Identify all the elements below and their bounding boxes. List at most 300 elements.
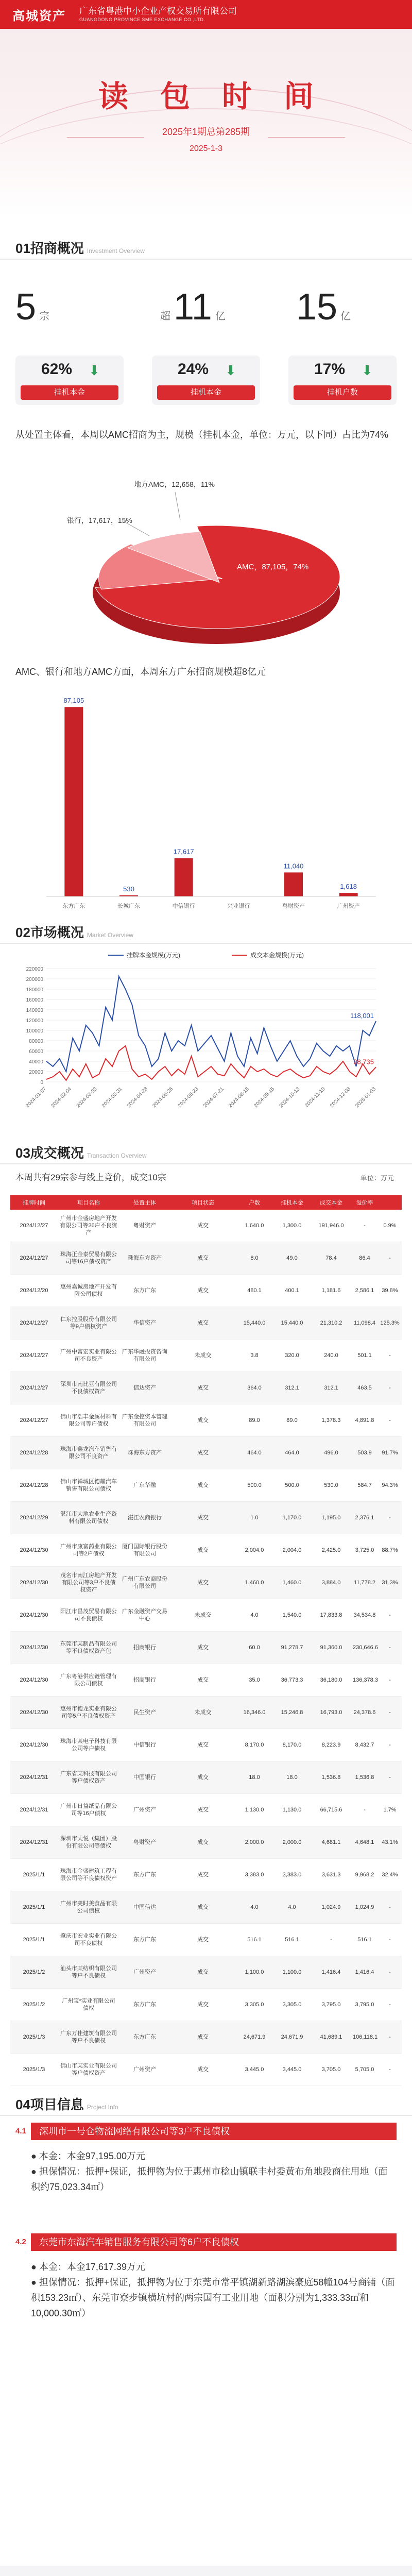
table-body <box>10 1210 402 2086</box>
x-tick-label: 2024-01-07 <box>25 1086 48 1109</box>
table-cell: 584.7 <box>357 1482 372 1488</box>
table-cell: 463.5 <box>357 1385 372 1391</box>
table-cell: - <box>389 1742 391 1748</box>
stat-pct: 62% <box>41 361 73 378</box>
table-cell: 2025/1/3 <box>23 2034 45 2040</box>
section-title <box>15 1143 147 1162</box>
table-cell: 136,378.3 <box>353 1677 378 1683</box>
table-cell: 530.0 <box>324 1482 338 1488</box>
paragraph: 从处置主体看，本周以AMC招商为主，规模（挂机本金，单位：万元，以下同）占比为74% <box>15 430 389 440</box>
x-tick-label: 2024-07-21 <box>202 1086 225 1109</box>
table-cell: 17,833.8 <box>320 1612 342 1618</box>
table-cell: - <box>389 1417 391 1423</box>
table-cell: 49.0 <box>286 1255 298 1261</box>
table-cell: 2024/12/30 <box>20 1742 48 1748</box>
section-title-en: Project Info <box>87 2104 118 2111</box>
stat-label: 挂机本金 <box>21 385 118 400</box>
table-cell: 成交 <box>197 2066 209 2073</box>
table-cell: 312.1 <box>324 1385 338 1391</box>
bar <box>284 872 303 896</box>
table-cell: 8,170.0 <box>245 1742 264 1748</box>
table-cell: 成交 <box>197 1969 209 1975</box>
table-cell: 2025/1/1 <box>23 1872 45 1878</box>
table-cell: 3,795.0 <box>321 2002 341 2008</box>
project-number: 4.1 <box>15 2127 26 2136</box>
table-cell: 珠海正金泰贸易有限公司等16户债权资产 <box>60 1251 117 1265</box>
legend-label: 挂牌本金规模(万元) <box>127 952 180 959</box>
table-cell: 500.0 <box>285 1482 299 1488</box>
table-cell: 惠州市德龙实业有限公司等5户不良债权资产 <box>60 1706 117 1719</box>
bar <box>175 858 193 896</box>
table-cell: 31.3% <box>382 1580 398 1586</box>
col-header: 项目状态 <box>192 1200 214 1206</box>
table-cell: 8,170.0 <box>282 1742 302 1748</box>
table-cell: 8.0 <box>250 1255 259 1261</box>
table-cell: 2024/12/27 <box>20 1223 48 1229</box>
x-tick-label: 2024-04-28 <box>126 1086 149 1109</box>
third-unit: 亿 <box>340 311 351 322</box>
table-cell: 1,181.6 <box>321 1287 341 1294</box>
unit-label: 单位：万元 <box>360 1174 394 1182</box>
project-line-text: 本金：本金97,195.00万元 <box>39 2151 145 2161</box>
table-cell: 成交 <box>197 1255 209 1261</box>
table-cell: 广州市康富药业有限公司等2户债权 <box>60 1544 117 1557</box>
table-row <box>10 1891 402 1924</box>
table-cell: 1,100.0 <box>282 1969 302 1975</box>
col-header: 成交本金 <box>320 1200 342 1206</box>
table-cell: - <box>389 2066 391 2073</box>
table-cell: 191,946.0 <box>318 1223 344 1229</box>
col-header: 挂机本金 <box>281 1200 303 1206</box>
y-tick-label: 40000 <box>29 1059 43 1065</box>
project-detail <box>31 2259 397 2321</box>
legend-label: 成交本金规模(万元) <box>250 952 304 959</box>
stat-label: 挂机本金 <box>157 385 255 400</box>
table-cell: 480.1 <box>247 1287 262 1294</box>
table-cell: 240.0 <box>324 1352 338 1359</box>
table-cell: 1,024.9 <box>355 1904 374 1910</box>
table-cell: 3,305.0 <box>245 2002 264 2008</box>
bar-value-label: 1,618 <box>340 883 357 891</box>
table-cell: 2024/12/31 <box>20 1807 48 1813</box>
section-title-en: Market Overview <box>87 931 133 939</box>
series-end-label: 118,001 <box>350 1011 374 1020</box>
y-tick-label: 140000 <box>26 1008 43 1013</box>
table-cell: 16,793.0 <box>320 1709 342 1716</box>
bar-category-label: 中信银行 <box>172 903 195 909</box>
table-cell: 中国银行 <box>133 1774 156 1781</box>
section-title <box>15 238 145 257</box>
table-cell: 16,346.0 <box>243 1709 266 1716</box>
table-cell: 2024/12/30 <box>20 1612 48 1618</box>
table-cell: 招商银行 <box>133 1645 156 1651</box>
table-cell: 8,223.9 <box>321 1742 341 1748</box>
table-cell: 仁东控股股份有限公司等9户债权资产 <box>60 1316 117 1330</box>
bar-category-label: 广州资产 <box>337 903 360 909</box>
table-cell: 496.0 <box>324 1450 338 1456</box>
table-cell: - <box>389 1677 391 1683</box>
table-cell: 516.1 <box>285 1937 299 1943</box>
bar-svg <box>10 685 402 927</box>
table-cell: 粤财资产 <box>133 1839 156 1845</box>
table-cell: - <box>389 1352 391 1359</box>
table-cell: 肇庆市宏业实业有限公司不良债权 <box>60 1933 117 1946</box>
arrow-down-icon: ⬇ <box>362 363 373 378</box>
col-header: 溢价率 <box>356 1200 373 1206</box>
table-cell: 24,378.6 <box>353 1709 376 1716</box>
table-cell: 2024/12/30 <box>20 1580 48 1586</box>
count-stat <box>15 286 53 328</box>
table-cell: 广州中富宏实业有限公司不良资产 <box>60 1349 117 1362</box>
table-cell: 2024/12/27 <box>20 1385 48 1391</box>
series-line-listed <box>46 976 376 1072</box>
table-cell: 未成交 <box>194 1709 212 1716</box>
table-cell: 1,460.0 <box>245 1580 264 1586</box>
table-cell: 2024/12/30 <box>20 1645 48 1651</box>
divider <box>268 137 345 138</box>
table-cell: 珠海东方资产 <box>128 1255 162 1261</box>
table-cell: 4.0 <box>250 1904 259 1910</box>
table-cell: 2024/12/30 <box>20 1709 48 1716</box>
table-cell: 8,432.7 <box>355 1742 374 1748</box>
table-cell: 312.1 <box>285 1385 299 1391</box>
table-cell: 89.0 <box>249 1417 260 1423</box>
table-cell: 2024/12/31 <box>20 1839 48 1845</box>
divider <box>0 259 412 260</box>
x-tick-label: 2024-03-03 <box>75 1086 98 1109</box>
col-header: 户数 <box>249 1200 260 1206</box>
table-cell: 湛江农商银行 <box>128 1515 162 1521</box>
table-cell: 41,689.1 <box>320 2034 342 2040</box>
table-cell: 惠州嘉诚房地产开发有限公司债权 <box>60 1284 117 1297</box>
bar <box>64 707 83 896</box>
table-cell: 广州资产 <box>133 1807 156 1813</box>
table-cell: - <box>389 1612 391 1618</box>
series-end-label: 28,735 <box>353 1058 374 1066</box>
project-line: ● 担保情况：抵押+保证，抵押物为位于惠州市稔山镇联丰村委黄布角地段商住用地（面积约75,023.34㎡） <box>31 2166 388 2192</box>
table-cell: 4,681.1 <box>321 1839 341 1845</box>
table-cell: 成交 <box>197 1904 209 1910</box>
brand-logo <box>12 6 66 24</box>
x-tick-label: 2024-05-26 <box>151 1086 175 1109</box>
table-cell: 2024/12/29 <box>20 1515 48 1521</box>
table-cell: 1,540.0 <box>282 1612 302 1618</box>
table-row <box>10 1794 402 1826</box>
table-cell: 60.0 <box>249 1645 260 1651</box>
table-cell: - <box>389 1709 391 1716</box>
company-name <box>79 6 237 22</box>
y-tick-label: 180000 <box>26 987 43 993</box>
table-row <box>10 1340 402 1372</box>
y-tick-label: 80000 <box>29 1039 43 1044</box>
table-row <box>10 1210 402 1242</box>
table-row <box>10 1567 402 1599</box>
x-tick-label: 2024-08-18 <box>228 1086 250 1109</box>
table-cell: 4.0 <box>250 1612 259 1618</box>
table-cell: 18.0 <box>286 1774 298 1781</box>
table-cell: 汕头市某纺织有限公司等户不良债权 <box>60 1965 117 1979</box>
amount-stat <box>157 286 229 328</box>
pie-label-local: 地方AMC，12,658，11% <box>134 480 215 488</box>
table-row <box>10 1729 402 1761</box>
project-title-bar: 深圳市一号仓物流网络有限公司等3户不良债权 <box>31 2123 397 2140</box>
table-cell: 9,968.2 <box>355 1872 374 1878</box>
table-cell: 3,705.0 <box>321 2066 341 2073</box>
table-cell: 广东金控资本管理有限公司 <box>122 1414 167 1427</box>
table-cell: 2024/12/28 <box>20 1482 48 1488</box>
table-cell: 2024/12/20 <box>20 1287 48 1294</box>
table-cell: 未成交 <box>194 1352 212 1359</box>
table-cell: 2024/12/31 <box>20 1774 48 1781</box>
table-cell: 2,004.0 <box>245 1547 264 1553</box>
table-cell: 2025/1/1 <box>23 1904 45 1910</box>
table-row <box>10 1534 402 1567</box>
table-cell: 4.0 <box>288 1904 296 1910</box>
table-row <box>10 1275 402 1307</box>
table-row <box>10 1307 402 1340</box>
col-header: 项目名称 <box>77 1200 100 1206</box>
table-cell: 广州资产 <box>133 2066 156 2073</box>
table-cell: 5,705.0 <box>355 2066 374 2073</box>
table-cell: 364.0 <box>247 1385 262 1391</box>
divider <box>0 1163 412 1164</box>
table-cell: 24,671.9 <box>243 2034 266 2040</box>
brand-name: 高城资产 <box>12 9 66 23</box>
plot-area <box>46 701 376 896</box>
table-cell: - <box>389 1645 391 1651</box>
table-cell: 广东金融资产交易中心 <box>122 1608 167 1622</box>
table-cell: 成交 <box>197 1807 209 1813</box>
table-cell: 成交 <box>197 1417 209 1423</box>
stat-pct: 17% <box>314 361 346 378</box>
table-cell: 464.0 <box>247 1450 262 1456</box>
line-chart <box>10 948 402 1133</box>
table-cell: 3.8 <box>250 1352 259 1359</box>
table-cell: 91,278.7 <box>281 1645 303 1651</box>
project-line: ● 担保情况：抵押+保证，抵押物为位于东莞市常平镇湖新路湖滨豪庭58幢104号商铺（面积153.23㎡）、东莞市寮步镇横坑村的两宗国有工业用地（面积分别为1,333.33㎡和10,000.30㎡） <box>31 2277 395 2318</box>
table-cell: - <box>389 2002 391 2008</box>
table-cell: 2025/1/1 <box>23 1937 45 1943</box>
table-cell: 广州广东农商股份有限公司 <box>122 1576 167 1589</box>
y-tick-label: 100000 <box>26 1028 43 1034</box>
arrow-down-icon: ⬇ <box>225 363 236 378</box>
table-cell: 516.1 <box>247 1937 262 1943</box>
table-cell: 东方广东 <box>133 1287 156 1294</box>
table-cell: 4,891.8 <box>355 1417 374 1423</box>
table-cell: 86.4 <box>359 1255 370 1261</box>
table-cell: 成交 <box>197 1320 209 1326</box>
table-row <box>10 1404 402 1437</box>
table-row <box>10 2021 402 2054</box>
table-cell: 成交 <box>197 1450 209 1456</box>
table-cell: 11,778.2 <box>353 1580 375 1586</box>
x-tick-label: 2025-01-03 <box>354 1086 377 1109</box>
divider <box>0 2115 412 2116</box>
third-value: 15 <box>296 286 338 328</box>
y-tick-label: 120000 <box>26 1018 43 1024</box>
table-row <box>10 1956 402 1989</box>
project-line: ● 本金：本金97,195.00万元 <box>31 2151 145 2161</box>
table-row <box>10 1469 402 1502</box>
table-cell: 广州市金盛房地产开发有限公司等26户不良资产 <box>60 1215 117 1236</box>
table-cell: 18.0 <box>249 1774 260 1781</box>
table-cell: 3,445.0 <box>282 2066 302 2073</box>
table-cell: 信达资产 <box>133 1385 156 1391</box>
col-header: 挂牌时间 <box>23 1200 45 1206</box>
table-cell: 15,440.0 <box>243 1320 266 1326</box>
table-cell: 15,440.0 <box>281 1320 303 1326</box>
project-line: ● 本金：本金17,617.39万元 <box>31 2262 145 2272</box>
table-cell: 成交 <box>197 1223 209 1229</box>
table-cell: 2025/1/3 <box>23 2066 45 2073</box>
table-cell: 成交 <box>197 2002 209 2008</box>
table-cell: - <box>389 1255 391 1261</box>
bar-value-label: 87,105 <box>63 697 84 705</box>
table-cell: - <box>364 1223 366 1229</box>
table-cell: 2,000.0 <box>245 1839 264 1845</box>
table-cell: 1,130.0 <box>245 1807 264 1813</box>
table-cell: 广东省某科技有限公司等户债权资产 <box>60 1771 117 1784</box>
table-cell: 11,098.4 <box>353 1320 375 1326</box>
table-cell: 88.7% <box>382 1547 398 1553</box>
table-cell: 501.1 <box>357 1352 372 1359</box>
table-cell: 珠海市鑫龙汽车销售有限公司不良资产 <box>60 1446 117 1460</box>
company-cn: 广东省粤港中小企业产权交易所有限公司 <box>79 6 237 16</box>
table-cell: 1.0 <box>250 1515 259 1521</box>
amount-unit-prefix: 超 <box>160 311 170 322</box>
leader-line <box>124 521 149 536</box>
section-title-text: 04项目信息 <box>15 2097 84 2112</box>
table-cell: 1,130.0 <box>282 1807 302 1813</box>
line-svg <box>10 948 402 1133</box>
table-row <box>10 1826 402 1859</box>
table-cell: 茂名市南江房地产开发有限公司等3户不良债权资产 <box>60 1572 117 1593</box>
table-cell: 3,884.0 <box>321 1580 341 1586</box>
table-cell: 佛山市禅城区德耀汽车销售有限公司债权 <box>60 1479 117 1492</box>
section-title-text: 02市场概况 <box>15 925 84 940</box>
table-row <box>10 1859 402 1891</box>
header <box>0 0 412 216</box>
table-cell: 广州市日益纸品有限公司等16户债权 <box>60 1803 117 1817</box>
table-cell: 东方广东 <box>133 2034 156 2040</box>
divider <box>0 943 412 944</box>
y-tick-label: 200000 <box>26 977 43 982</box>
table-cell: 成交 <box>197 1482 209 1488</box>
table-cell: 华信资产 <box>133 1320 156 1326</box>
table-cell: 东方广东 <box>133 2002 156 2008</box>
table-cell: - <box>389 1969 391 1975</box>
arrow-down-icon: ⬇ <box>89 363 100 378</box>
stat-card <box>152 355 260 405</box>
table-cell: - <box>330 1937 332 1943</box>
x-tick-label: 2024-09-15 <box>253 1086 276 1109</box>
table-cell: 0.9% <box>383 1223 397 1229</box>
section-title <box>15 922 133 941</box>
table-row <box>10 1437 402 1469</box>
table-cell: 民生资产 <box>133 1709 156 1716</box>
table-cell: 36,773.3 <box>281 1677 303 1683</box>
table-cell: 东方广东 <box>133 1937 156 1943</box>
pie-chart <box>21 464 391 659</box>
table-cell: 500.0 <box>247 1482 262 1488</box>
table-cell: 成交 <box>197 1515 209 1521</box>
table-cell: 3,305.0 <box>282 2002 302 2008</box>
table-cell: 2024/12/28 <box>20 1450 48 1456</box>
project-detail <box>31 2148 397 2195</box>
table-cell: 成交 <box>197 1774 209 1781</box>
table-cell: 珠海市金盛建筑工程有限公司等不良债权资产 <box>60 1868 117 1882</box>
top-bar <box>0 0 412 29</box>
table-cell: 66,715.6 <box>320 1807 342 1813</box>
table-cell: 中信银行 <box>133 1742 156 1748</box>
table-cell: 成交 <box>197 1742 209 1748</box>
table-row <box>10 1664 402 1697</box>
table-cell: 34,534.8 <box>353 1612 376 1618</box>
table-row <box>10 2054 402 2086</box>
table-row <box>10 1989 402 2021</box>
table-cell: 2,004.0 <box>282 1547 302 1553</box>
table-cell: 1,416.4 <box>321 1969 341 1975</box>
table-cell: 21,310.2 <box>320 1320 342 1326</box>
count-value: 5 <box>15 286 37 328</box>
table-cell: 2025/1/2 <box>23 2002 45 2008</box>
table-cell: 广州宝*实业有限公司债权 <box>62 1998 115 2011</box>
y-tick-label: 160000 <box>26 997 43 1003</box>
table-cell: 深圳市天悦（集团）股份有限公司等债权 <box>60 1836 117 1849</box>
table-cell: - <box>389 2034 391 2040</box>
table-cell: 2,586.1 <box>355 1287 374 1294</box>
table-cell: 1,378.3 <box>321 1417 341 1423</box>
table-cell: 15,246.8 <box>281 1709 303 1716</box>
stat-label: 挂机户数 <box>294 385 391 400</box>
table-cell: 珠海市某电子科技有限公司等户债权 <box>60 1738 117 1752</box>
table-cell: 广州资产 <box>133 1969 156 1975</box>
table-cell: 516.1 <box>357 1937 372 1943</box>
table-cell: 320.0 <box>285 1352 299 1359</box>
third-stat <box>296 286 354 328</box>
paragraph: AMC、银行和地方AMC方面，本周东方广东招商规模超8亿元 <box>15 667 266 677</box>
table-cell: - <box>389 1515 391 1521</box>
table-cell: 464.0 <box>285 1450 299 1456</box>
table-cell: 2024/12/27 <box>20 1255 48 1261</box>
table-row <box>10 1697 402 1729</box>
table-cell: 阳江市昌茂贸易有限公司不良债权 <box>60 1608 117 1622</box>
bar-value-label: 530 <box>123 885 134 893</box>
table-cell: 佛山市浩丰金属材料有限公司等户债权 <box>60 1414 117 1427</box>
table-cell: 成交 <box>197 1547 209 1553</box>
stat-card <box>288 355 397 405</box>
pie-svg <box>21 464 391 659</box>
table-cell: 43.1% <box>382 1839 398 1845</box>
table-cell: 1,024.9 <box>321 1904 341 1910</box>
table-cell: - <box>389 1937 391 1943</box>
page-title: 读包时间 <box>98 80 346 113</box>
table-cell: 成交 <box>197 1872 209 1878</box>
table-cell: 2024/12/27 <box>20 1352 48 1359</box>
table-row <box>10 1632 402 1664</box>
table-cell: 广东华融 <box>133 1482 156 1488</box>
project-title-bar: 东莞市东海汽车销售服务有限公司等6户不良债权 <box>31 2233 397 2251</box>
table-cell: 成交 <box>197 1937 209 1943</box>
table-cell: 35.0 <box>249 1677 260 1683</box>
amount-unit: 亿 <box>215 311 226 322</box>
table-cell: 1,170.0 <box>282 1515 302 1521</box>
table-cell: 成交 <box>197 1839 209 1845</box>
table-cell: 2,376.1 <box>355 1515 374 1521</box>
table-cell: - <box>364 1807 366 1813</box>
table-row <box>10 1372 402 1404</box>
x-tick-label: 2024-11-10 <box>304 1086 327 1109</box>
